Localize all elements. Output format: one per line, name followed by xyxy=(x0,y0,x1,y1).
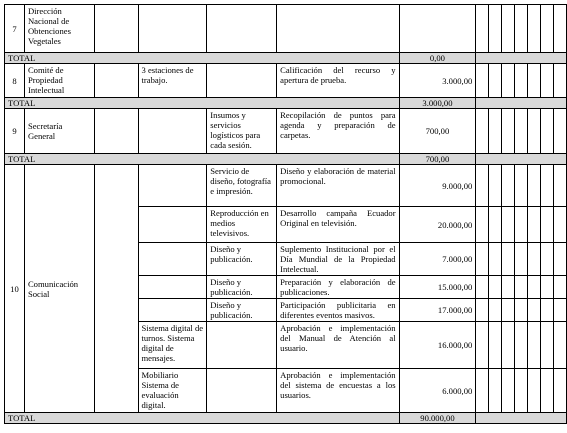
total-amount: 0,00 xyxy=(399,53,476,64)
description-cell: Suplemento Institucional por el Día Mundial de la Propiedad Intelectual. xyxy=(277,243,399,276)
amount-cell: 700,00 xyxy=(399,109,476,154)
services-cell: Insumos y servicios logísticos para cada sesión. xyxy=(207,109,277,154)
total-label: TOTAL xyxy=(5,413,400,424)
description-cell: Aprobación e implementación del Manual de Atención al usuario. xyxy=(277,322,399,369)
description-cell: Preparación y elaboración de publicaciones. xyxy=(277,276,399,299)
amount-cell: 16.000,00 xyxy=(399,322,476,369)
table-row xyxy=(5,109,567,154)
total-label: TOTAL xyxy=(5,154,400,165)
unit-name: Dirección Nacional de Obtenciones Vegetales xyxy=(24,5,94,53)
services-cell xyxy=(207,322,277,369)
total-row xyxy=(5,154,567,165)
unit-name: Secretaría General xyxy=(24,109,94,154)
services-cell: Diseño y publicación. xyxy=(207,299,277,322)
unit-name: Comité de Propiedad Intelectual xyxy=(24,64,94,98)
table-row xyxy=(5,64,567,98)
resources-cell xyxy=(138,276,207,299)
resources-cell xyxy=(138,299,207,322)
total-label: TOTAL xyxy=(5,53,400,64)
description-cell: Diseño y elaboración de material promocional. xyxy=(277,165,399,207)
services-cell: Servicio de diseño, fotografía e impresión. xyxy=(207,165,277,207)
total-row xyxy=(5,98,567,109)
amount-cell: 3.000,00 xyxy=(399,64,476,98)
description-cell: Aprobación e implementación del sistema de encuestas a los usuarios. xyxy=(277,369,399,413)
services-cell: Reproducción en medios televisivos. xyxy=(207,207,277,243)
resources-cell xyxy=(138,165,207,207)
row-number: 9 xyxy=(5,109,25,154)
row-number: 7 xyxy=(5,5,25,53)
description-cell: Desarrollo campaña Ecuador Original en televisión. xyxy=(277,207,399,243)
resources-cell xyxy=(138,207,207,243)
resources-cell xyxy=(138,243,207,276)
amount-cell: 7.000,00 xyxy=(399,243,476,276)
resources-cell: 3 estaciones de trabajo. xyxy=(138,64,207,98)
services-cell: Diseño y publicación. xyxy=(207,276,277,299)
table-row xyxy=(5,165,567,207)
total-amount: 3.000,00 xyxy=(399,98,476,109)
unit-name: Comunicación Social xyxy=(24,165,94,413)
description-cell: Participación publicitaria en diferentes eventos masivos. xyxy=(277,299,399,322)
amount-cell: 9.000,00 xyxy=(399,165,476,207)
total-row xyxy=(5,413,567,424)
resources-cell: Sistema digital de turnos. Sistema digital de mensajes. xyxy=(138,322,207,369)
description-cell: Calificación del recurso y apertura de prueba. xyxy=(277,64,399,98)
row-number: 8 xyxy=(5,64,25,98)
total-amount: 90.000,00 xyxy=(399,413,476,424)
total-row xyxy=(5,53,567,64)
amount-cell: 6.000,00 xyxy=(399,369,476,413)
total-label: TOTAL xyxy=(5,98,400,109)
resources-cell: Mobiliario Sistema de evaluación digital. xyxy=(138,369,207,413)
services-cell xyxy=(207,369,277,413)
row-number: 10 xyxy=(5,165,25,413)
budget-table xyxy=(4,4,567,424)
amount-cell: 20.000,00 xyxy=(399,207,476,243)
table-row xyxy=(5,5,567,53)
amount-cell: 17.000,00 xyxy=(399,299,476,322)
description-cell: Recopilación de puntos para agenda y preparación de carpetas. xyxy=(277,109,399,154)
services-cell: Diseño y publicación. xyxy=(207,243,277,276)
total-amount: 700,00 xyxy=(399,154,476,165)
amount-cell: 15.000,00 xyxy=(399,276,476,299)
